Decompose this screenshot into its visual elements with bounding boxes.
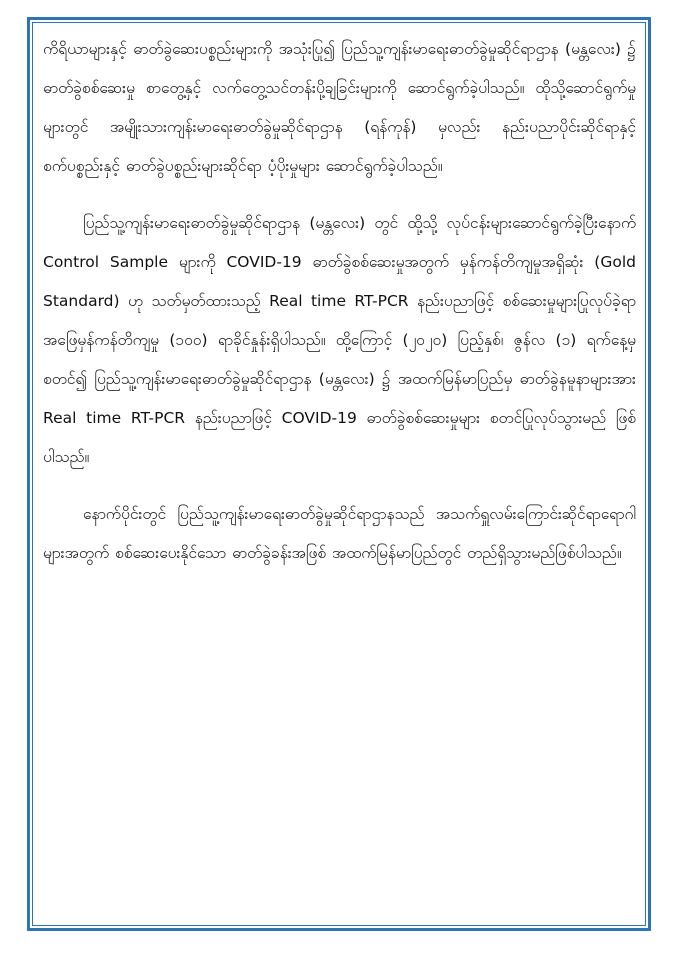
paragraph-respiratory-lab: နောက်ပိုင်းတွင် ပြည်သူ့ကျန်းမာရေးဓာတ်ခွဲမှုဆိုင်ရာဌာနသည် အသက်ရှူလမ်းကြောင်းဆိုင်ရာရောဂါများအတွက် စစ်ဆေးပေးနိုင်သော ဓာတ်ခွဲခန်းအဖြစ် အထက်မြန်မာပြည်တွင် တည်ရှိသွားမည်ဖြစ်ပါသည်။: [43, 505, 636, 562]
document-body: [43, 30, 636, 573]
paragraph-covid-testing: ပြည်သူ့ကျန်းမာရေးဓာတ်ခွဲမှုဆိုင်ရာဌာန (မန္တလေး) တွင် ထို့သို့ လုပ်ငန်းများဆောင်ရွက်ခဲ့ပြီးနောက် Control Sample များကို COVID-19 ဓာတ်ခွဲစစ်ဆေးမှုအတွက် မှန်ကန်တိကျမှုအရှိဆုံး (Gold Standard) ဟု သတ်မှတ်ထားသည့် Real time RT-PCR နည်းပညာဖြင့် စစ်ဆေးမှုများပြုလုပ်ခဲ့ရာ အဖြေမှန်ကန်တိကျမှု (၁၀၀) ရာခိုင်နှုန်းရှိပါသည်။ ထို့ကြောင့် (၂၀၂၀) ပြည့်နှစ်၊ ဇွန်လ (၁) ရက်နေ့မှ စတင်၍ ပြည်သူ့ကျန်းမာရေးဓာတ်ခွဲမှုဆိုင်ရာဌာန (မန္တလေး) ၌ အထက်မြန်မာပြည်မှ ဓာတ်ခွဲနမူနာများအား Real time RT-PCR နည်းပညာဖြင့် COVID-19 ဓာတ်ခွဲစစ်ဆေးမှုများ စတင်ပြုလုပ်သွားမည် ဖြစ်ပါသည်။: [43, 214, 636, 466]
paragraph-equipment-training: ကိရိယာများနှင့် ဓာတ်ခွဲဆေးပစ္စည်းများကို အသုံးပြု၍ ပြည်သူ့ကျန်းမာရေးဓာတ်ခွဲမှုဆိုင်ရာဌာန (မန္တလေး) ၌ ဓာတ်ခွဲစစ်ဆေးမှု စာတွေ့နှင့် လက်တွေ့သင်တန်းပို့ချခြင်းများကို ဆောင်ရွက်ခဲ့ပါသည်။ ထိုသို့ဆောင်ရွက်မှုများတွင် အမျိုးသားကျန်းမာရေးဓာတ်ခွဲမှုဆိုင်ရာဌာန (ရန်ကုန်) မှလည်း နည်းပညာပိုင်းဆိုင်ရာနှင့် စက်ပစ္စည်းနှင့် ဓာတ်ခွဲပစ္စည်းများဆိုင်ရာ ပံ့ပိုးမှုများ ဆောင်ရွက်ခဲ့ပါသည်။: [43, 40, 636, 175]
